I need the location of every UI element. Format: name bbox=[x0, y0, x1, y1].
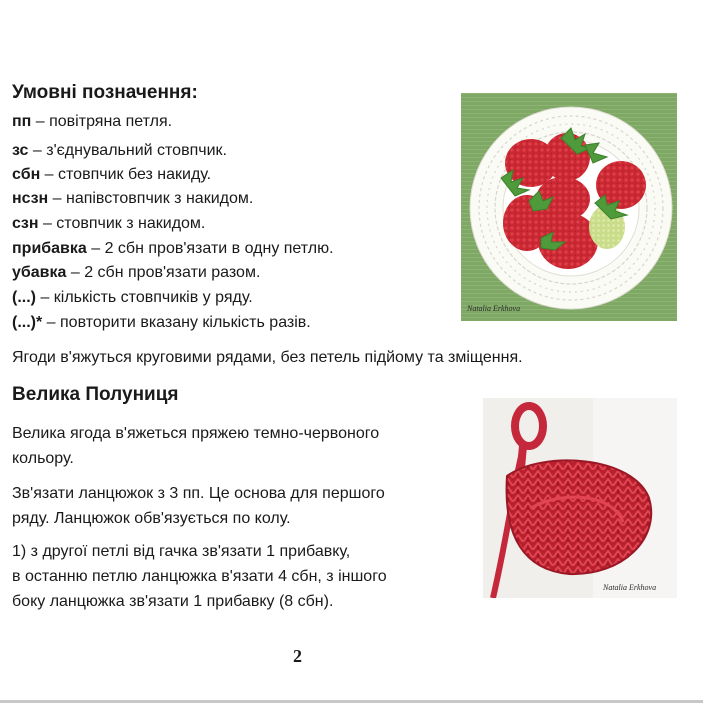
strawberries-photo bbox=[461, 93, 677, 321]
legend-item: прибавка – 2 сбн пров'язати в одну петлю. bbox=[12, 240, 334, 257]
paragraph-2: Зв'язати ланцюжок з 3 пп. Це основа для першого ряду. Ланцюжок обв'язується по колу. bbox=[12, 485, 385, 527]
legend-item: (...) – кількість стовпчиків у ряду. bbox=[12, 289, 253, 306]
legend-item: нсзн – напівстовпчик з накидом. bbox=[12, 190, 254, 207]
section-title: Велика Полуниця bbox=[12, 384, 179, 405]
legend-item: сбн – стовпчик без накиду. bbox=[12, 166, 212, 183]
paragraph-1: Велика ягода в'яжеться пряжею темно-червоного кольору. bbox=[12, 425, 380, 467]
svg-text:Natalia Erkhova: Natalia Erkhova bbox=[467, 304, 521, 313]
legend-title: Умовні позначення: bbox=[12, 82, 198, 103]
legend-item: убавка – 2 сбн пров'язати разом. bbox=[12, 264, 261, 281]
legend-item: зс – з'єднувальний стовпчик. bbox=[12, 142, 227, 159]
legend-item: сзн – стовпчик з накидом. bbox=[12, 215, 206, 232]
intro-text: Ягоди в'яжуться круговими рядами, без петель підйому та зміщення. bbox=[12, 349, 523, 366]
paragraph-3: 1) з другої петлі від гачка зв'язати 1 прибавку, в останню петлю ланцюжка в'язати 4 сбн, з іншого боку ланцюжка зв'язати 1 прибавку (8 сбн). bbox=[12, 543, 387, 610]
legend-item: (...)* – повторити вказану кількість разів. bbox=[12, 314, 311, 331]
legend-item: пп – повітряна петля. bbox=[12, 113, 173, 130]
svg-text:Natalia Erkhova: Natalia Erkhova bbox=[603, 583, 657, 592]
page-number: 2 bbox=[293, 646, 302, 666]
crochet-swatch-photo bbox=[483, 398, 677, 598]
